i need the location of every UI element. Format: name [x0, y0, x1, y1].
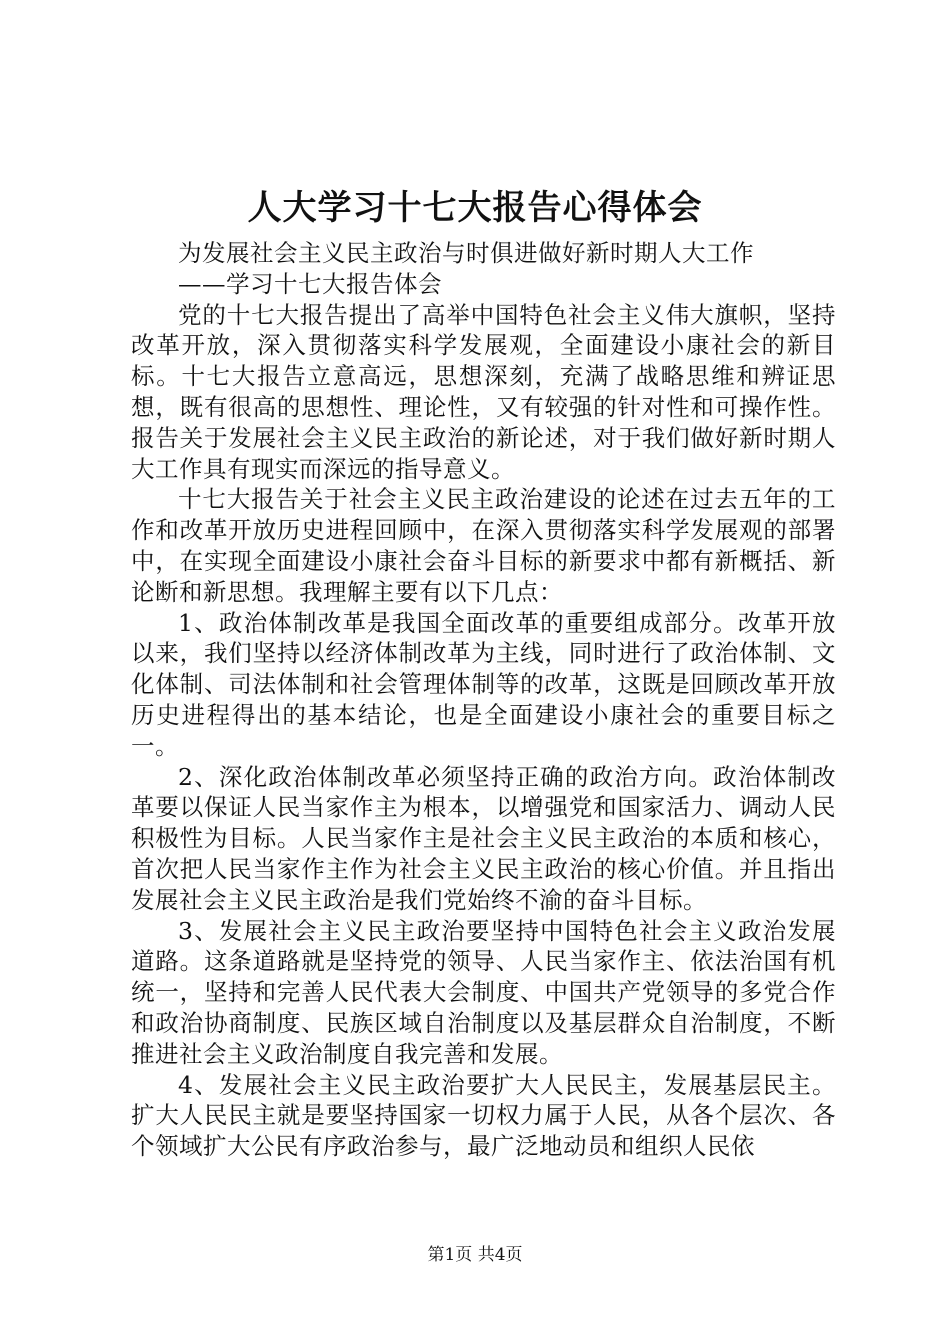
subtitle-line-2: ——学习十七大报告体会 — [178, 269, 442, 298]
page-number-footer: 第1页 共4页 — [427, 1245, 523, 1265]
document-body — [131, 238, 836, 1162]
paragraph-point-2: 2、深化政治体制改革必须坚持正确的政治方向。政治体制改革要以保证人民当家作主为根本，以增强党和国家活力、调动人民积极性为目标。人民当家作主是社会主义民主政治的本质和核心，首次把人民当家作主作为社会主义民主政治的核心价值。并且指出发展社会主义民主政治是我们党始终不渝的奋斗目标。 — [131, 762, 836, 914]
paragraph-summary: 十七大报告关于社会主义民主政治建设的论述在过去五年的工作和改革开放历史进程回顾中，在深入贯彻落实科学发展观的部署中，在实现全面建设小康社会奋斗目标的新要求中都有新概括、新论断和新思想。我理解主要有以下几点： — [131, 485, 836, 606]
paragraph-intro: 党的十七大报告提出了高举中国特色社会主义伟大旗帜，坚持改革开放，深入贯彻落实科学发展观，全面建设小康社会的新目标。十七大报告立意高远，思想深刻，充满了战略思维和辨证思想，既有很高的思想性、理论性，又有较强的针对性和可操作性。报告关于发展社会主义民主政治的新论述，对于我们做好新时期人大工作具有现实而深远的指导意义。 — [131, 300, 836, 483]
subtitle-line-1: 为发展社会主义民主政治与时俱进做好新时期人大工作 — [178, 239, 754, 267]
paragraph-point-3: 3、发展社会主义民主政治要坚持中国特色社会主义政治发展道路。这条道路就是坚持党的领导、人民当家作主、依法治国有机统一，坚持和完善人民代表大会制度、中国共产党领导的多党合作和政治协商制度、民族区域自治制度以及基层群众自治制度，不断推进社会主义政治制度自我完善和发展。 — [131, 916, 836, 1068]
document-title: 人大学习十七大报告心得体会 — [247, 188, 703, 228]
paragraph-point-1: 1、政治体制改革是我国全面改革的重要组成部分。改革开放以来，我们坚持以经济体制改革为主线，同时进行了政治体制、文化体制、司法体制和社会管理体制等的改革，这既是回顾改革开放历史进程得出的基本结论，也是全面建设小康社会的重要目标之一。 — [131, 608, 836, 760]
paragraph-point-4: 4、发展社会主义民主政治要扩大人民民主，发展基层民主。扩大人民民主就是要坚持国家一切权力属于人民，从各个层次、各个领域扩大公民有序政治参与，最广泛地动员和组织人民依 — [131, 1070, 836, 1161]
